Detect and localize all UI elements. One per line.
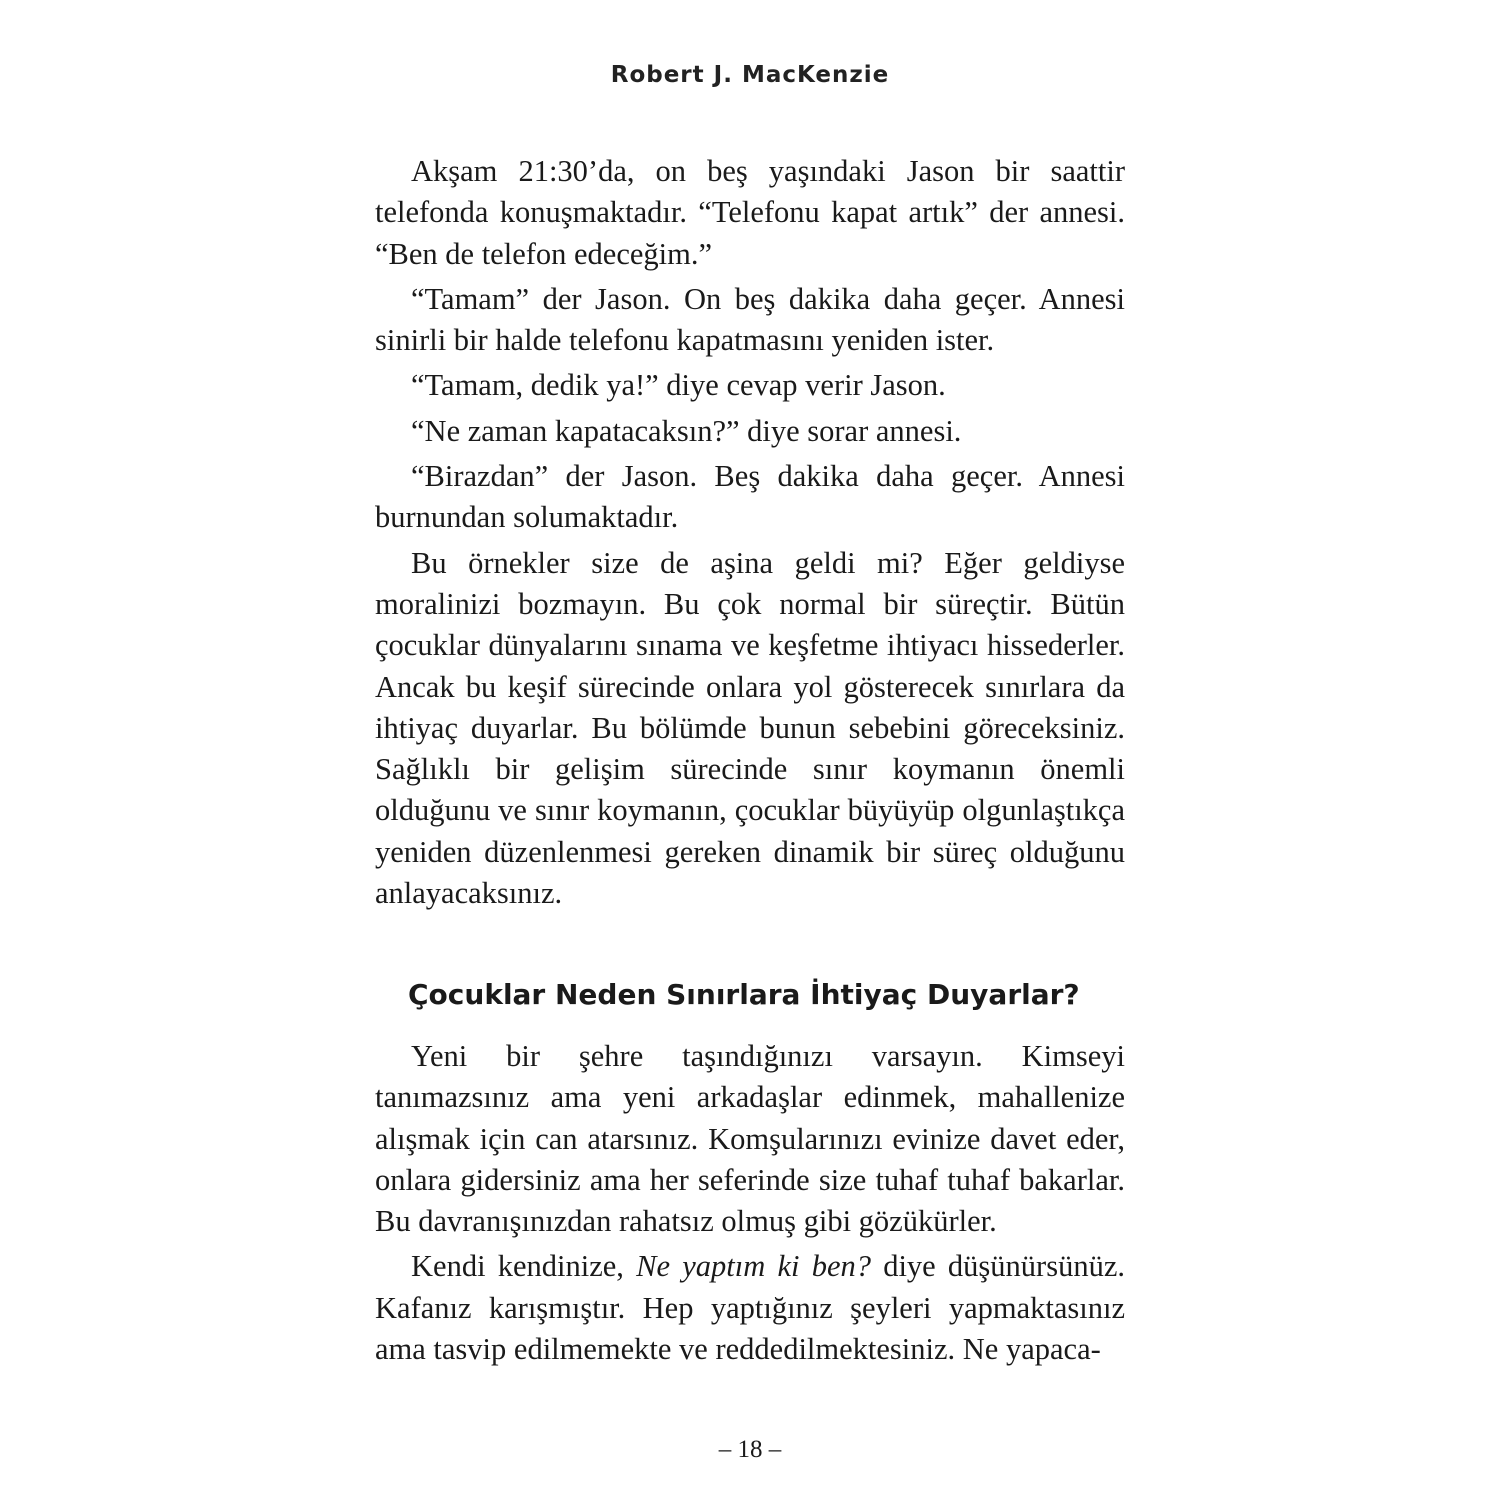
paragraph-text-before: Kendi kendinize,	[411, 1249, 637, 1284]
running-head-author: Robert J. MacKenzie	[610, 62, 890, 88]
paragraph: “Tamam, dedik ya!” diye cevap verir Jason.	[411, 368, 946, 403]
paragraph-text-after: diye düşünürsünüz. Kafanız karışmıştır. Hep yaptığınız şeyleri yapmaktasınız ama tasvip edilmemekte ve reddedilmektesiniz. Ne yapaca-	[375, 1249, 1125, 1367]
body-text-top	[375, 151, 1125, 918]
italic-inner-thought: Ne yaptım ki ben?	[636, 1249, 871, 1284]
body-text-bottom	[375, 1036, 1125, 1374]
paragraph: Bu örnekler size de aşina geldi mi? Eğer geldiyse moralinizi bozmayın. Bu çok normal bir süreçtir. Bütün çocuklar dünyalarını sınama ve keşfetme ihtiyacı hissederler. Ancak bu keşif sürecinde onlara yol gösterecek sınırlara da ihtiyaç duyarlar. Bu bölümde bunun sebebini göreceksiniz. Sağlıklı bir gelişim sürecinde sınır koymanın önemli olduğunu ve sınır koymanın, çocuklar büyüyüp olgunlaştıkça yeniden düzenlenmesi gereken dinamik bir süreç olduğunu anlayacaksınız.	[375, 545, 1125, 911]
paragraph: Akşam 21:30’da, on beş yaşındaki Jason bir saattir telefonda konuşmaktadır. “Telefonu kapat artık” der annesi. “Ben de telefon edeceğim.”	[375, 154, 1125, 271]
page-number: – 18 –	[718, 1436, 782, 1463]
paragraph: “Tamam” der Jason. On beş dakika daha geçer. Annesi sinirli bir halde telefonu kapatmasını yeniden ister.	[375, 281, 1125, 358]
paragraph-with-italic	[375, 1246, 1125, 1370]
paragraph: “Birazdan” der Jason. Beş dakika daha geçer. Annesi burnundan solumaktadır.	[375, 459, 1125, 535]
section-heading: Çocuklar Neden Sınırlara İhtiyaç Duyarlar?	[408, 978, 1080, 1011]
paragraph: Yeni bir şehre taşındığınızı varsayın. Kimseyi tanımazsınız ama yeni arkadaşlar edinmek, mahallenize alışmak için can atarsınız. Komşularınızı evinize davet eder, onlara gidersiniz ama her seferinde size tuhaf tuhaf bakarlar. Bu davranışınızdan rahatsız olmuş gibi gözükürler.	[375, 1039, 1125, 1239]
paragraph: “Ne zaman kapatacaksın?” diye sorar annesi.	[411, 413, 962, 448]
